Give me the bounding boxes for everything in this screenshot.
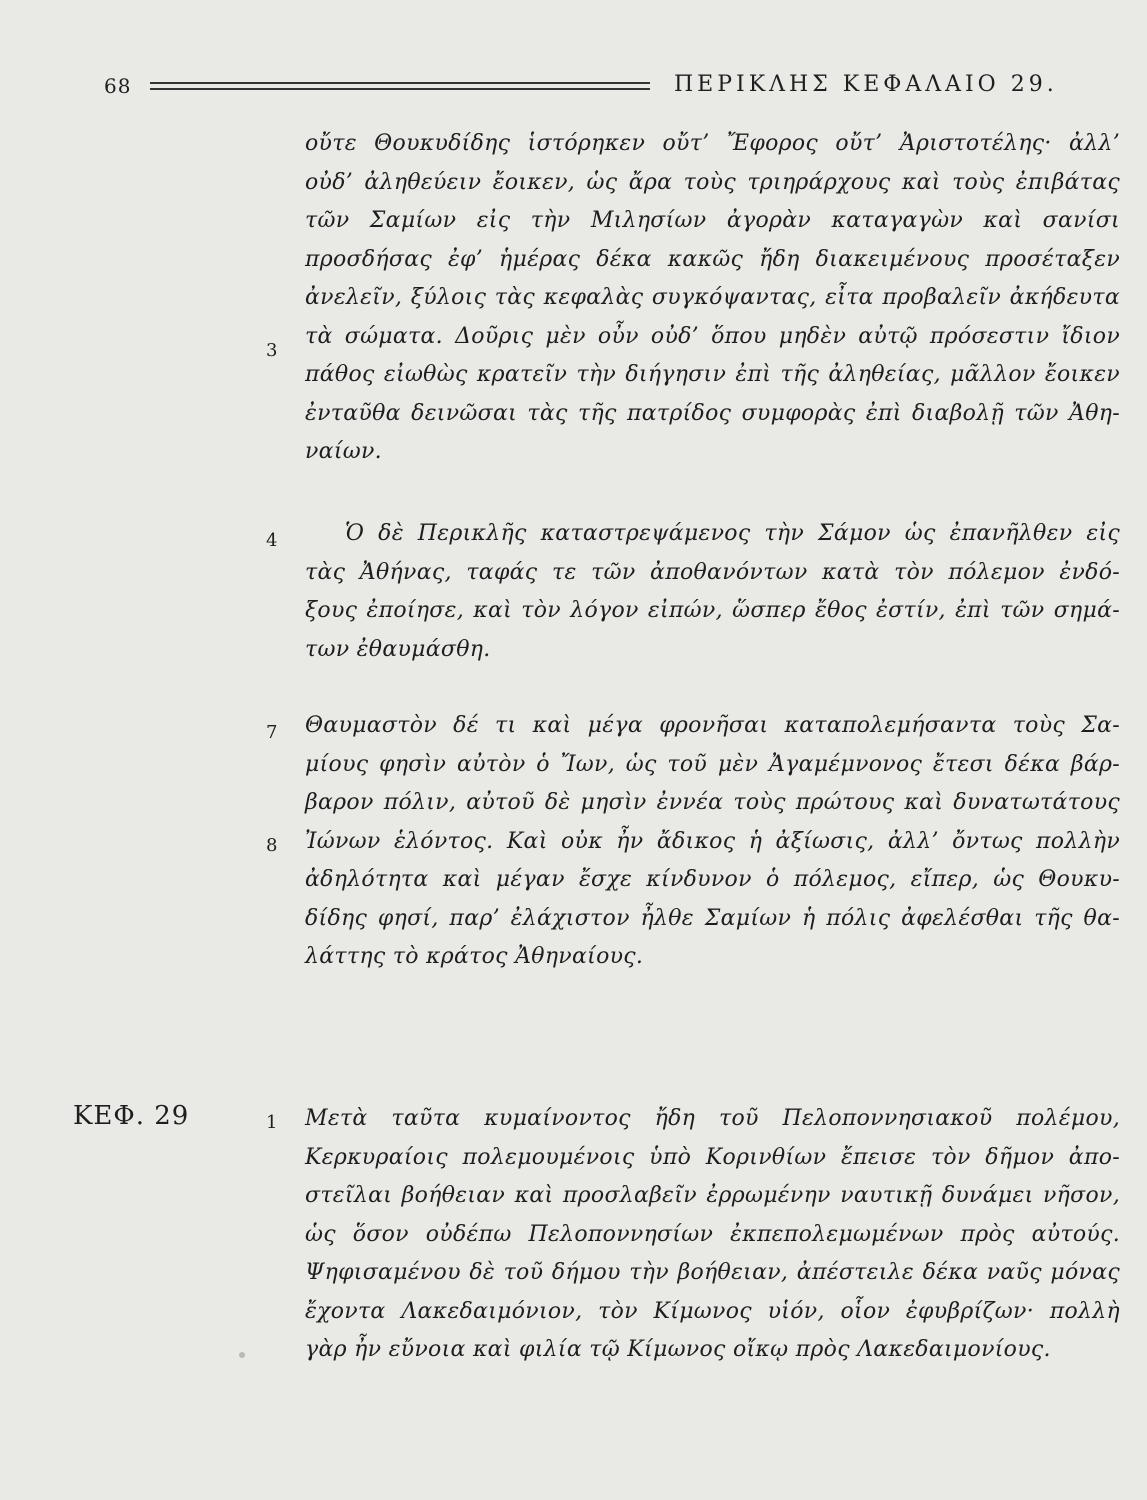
section-number: 7	[266, 722, 278, 743]
text-line: Κερκυραίοις πολεμουμένοις ὑπὸ Κορινθίων ἔπεισε τὸν δῆμον ἀπο-	[305, 1144, 1120, 1170]
running-title: ΠΕΡΙΚΛΗΣ ΚΕΦΑΛΑΙΟ 29.	[674, 72, 1058, 97]
paragraph-3	[305, 707, 1120, 977]
text-line: Θαυμαστὸν δέ τι καὶ μέγα φρονῆσαι καταπολεμήσαντα τοὺς Σα-	[305, 713, 1120, 738]
chapter-label: ΚΕΦ. 29	[73, 1101, 190, 1131]
text-line: ὡς ὅσον οὐδέπω Πελοποννησίων ἐκπεπολεμωμένων πρὸς αὐτούς.	[305, 1221, 1120, 1247]
text-line: ἐνταῦθα δεινῶσαι τὰς τῆς πατρίδος συμφορὰς ἐπὶ διαβολῇ τῶν Ἀθη-	[305, 400, 1120, 426]
text-line: βαρον πόλιν, αὐτοῦ δὲ μησὶν ἐννέα τοὺς πρώτους καὶ δυνατωτάτους	[305, 790, 1120, 815]
text-line: των ἐθαυμάσθη.	[305, 636, 491, 662]
page-number: 68	[104, 74, 132, 98]
text-line: τὰ σώματα. Δοῦρις μὲν οὖν οὐδ’ ὅπου μηδὲν αὐτῷ πρόσεστιν ἴδιον	[305, 323, 1120, 349]
section-number: 4	[266, 530, 278, 551]
section-number: 8	[266, 835, 278, 856]
text-line: Ὁ δὲ Περικλῆς καταστρεψάμενος τὴν Σάμον ὡς ἐπανῆλθεν εἰς	[345, 521, 1120, 546]
text-line: λάττης τὸ κράτος Ἀθηναίους.	[305, 944, 644, 969]
text-line: τὰς Ἀθήνας, ταφάς τε τῶν ἀποθανόντων κατὰ τὸν πόλεμον ἐνδό-	[305, 559, 1120, 585]
paragraph-1	[305, 125, 1120, 472]
text-line: ναίων.	[305, 439, 382, 464]
text-line: Ψηφισαμένου δὲ τοῦ δήμου τὴν βοήθειαν, ἀπέστειλε δέκα ναῦς μόνας	[305, 1260, 1120, 1285]
running-header	[0, 68, 1147, 108]
text-line: τῶν Σαμίων εἰς τὴν Μιλησίων ἀγορὰν καταγαγὼν καὶ σανίσι	[305, 208, 1120, 233]
text-line: οὐδ’ ἀληθεύειν ἔοικεν, ὡς ἄρα τοὺς τριηράρχους καὶ τοὺς ἐπιβάτας	[305, 169, 1120, 195]
text-line: Μετὰ ταῦτα κυμαίνοντος ἤδη τοῦ Πελοποννησιακοῦ πολέμου,	[305, 1106, 1120, 1131]
text-line: ξους ἐποίησε, καὶ τὸν λόγον εἰπών, ὥσπερ ἔθος ἐστίν, ἐπὶ τῶν σημά-	[305, 598, 1120, 623]
paragraph-2	[305, 515, 1120, 669]
text-line: Ἰώνων ἑλόντος. Καὶ οὐκ ἦν ἄδικος ἡ ἀξίωσις, ἀλλ’ ὄντως πολλὴν	[305, 828, 1120, 854]
text-line: γὰρ ἦν εὔνοια καὶ φιλία τῷ Κίμωνος οἴκῳ πρὸς Λακεδαιμονίους.	[305, 1337, 1051, 1362]
text-line: πάθος εἰωθὼς κρατεῖν τὴν διήγησιν ἐπὶ τῆς ἀληθείας, μᾶλλον ἔοικεν	[305, 362, 1120, 387]
text-line: προσδήσας ἐφ’ ἡμέρας δέκα κακῶς ἤδη διακειμένους προσέταξεν	[305, 246, 1120, 272]
text-line: στεῖλαι βοήθειαν καὶ προσλαβεῖν ἐρρωμένην ναυτικῇ δυνάμει νῆσον,	[305, 1183, 1120, 1208]
paper-spot	[239, 1352, 245, 1358]
header-rule	[150, 82, 650, 90]
section-number: 1	[266, 1112, 278, 1133]
text-line: οὔτε Θουκυδίδης ἱστόρηκεν οὔτ’ Ἔφορος οὔτ’ Ἀριστοτέλης· ἀλλ’	[305, 131, 1120, 156]
text-line: μίους φησὶν αὐτὸν ὁ Ἴων, ὡς τοῦ μὲν Ἀγαμέμνονος ἔτεσι δέκα βάρ-	[305, 751, 1120, 777]
text-line: δίδης φησί, παρ’ ἐλάχιστον ἦλθε Σαμίων ἡ πόλις ἀφελέσθαι τῆς θα-	[305, 905, 1120, 931]
text-line: ἔχοντα Λακεδαιμόνιον, τὸν Κίμωνος υἱόν, οἷον ἐφυβρίζων· πολλὴ	[305, 1298, 1120, 1324]
section-number: 3	[266, 340, 278, 361]
text-line: ἀδηλότητα καὶ μέγαν ἔσχε κίνδυνον ὁ πόλεμος, εἴπερ, ὡς Θουκυ-	[305, 867, 1120, 892]
paragraph-4	[305, 1100, 1120, 1370]
text-line: ἀνελεῖν, ξύλοις τὰς κεφαλὰς συγκόψαντας, εἶτα προβαλεῖν ἀκήδευτα	[305, 285, 1120, 310]
